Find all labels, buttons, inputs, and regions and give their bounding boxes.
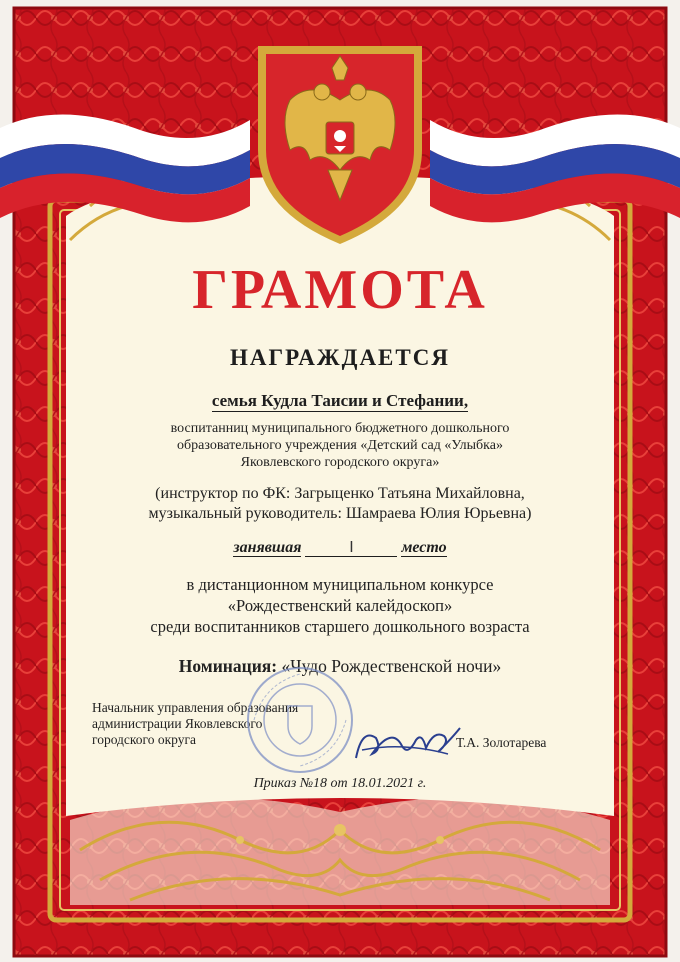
staff-line: музыкальный руководитель: Шамраева Юлия Юрьевна) [148, 505, 532, 522]
handwritten-signature [352, 718, 464, 766]
contest-line: среди воспитанников старшего дошкольного возраста [150, 617, 530, 636]
pupils-description [100, 420, 580, 471]
recipient-name: семья Кудла Таисии и Стефании, [211, 391, 469, 410]
place-number: I [305, 538, 397, 557]
signer-name: Т.А. Золотарева [456, 735, 547, 750]
certificate-title: ГРАМОТА [192, 259, 488, 321]
pupils-line: Яковлевского городского округа» [240, 455, 440, 470]
place-suffix: место [401, 539, 447, 556]
official-line: городского округа [92, 732, 197, 747]
staff-description [80, 484, 600, 524]
nomination-label: Номинация: [178, 656, 278, 676]
recipient-line [60, 391, 620, 411]
official-line: администрации Яковлевского [92, 716, 263, 731]
contest-line: в дистанционном муниципальном конкурсе [186, 575, 494, 594]
place-word: занявшая [233, 539, 302, 556]
order-reference: Приказ №18 от 18.01.2021 г. [253, 776, 427, 791]
staff-line: (инструктор по ФК: Загрыценко Татьяна Михайловна, [155, 485, 525, 502]
pupils-line: воспитанниц муниципального бюджетного дошкольного [170, 421, 510, 436]
awarded-heading: НАГРАЖДАЕТСЯ [230, 345, 450, 370]
place-line [60, 538, 620, 557]
contest-description [70, 574, 610, 637]
pupils-line: образовательного учреждения «Детский сад «Улыбка» [177, 438, 503, 453]
contest-line: «Рождественский калейдоскоп» [227, 596, 453, 615]
official-stamp [244, 664, 356, 776]
certificate-content [60, 0, 620, 962]
nomination-value: «Чудо Рождественской ночи» [281, 656, 502, 676]
official-line: Начальник управления образования [92, 700, 299, 715]
